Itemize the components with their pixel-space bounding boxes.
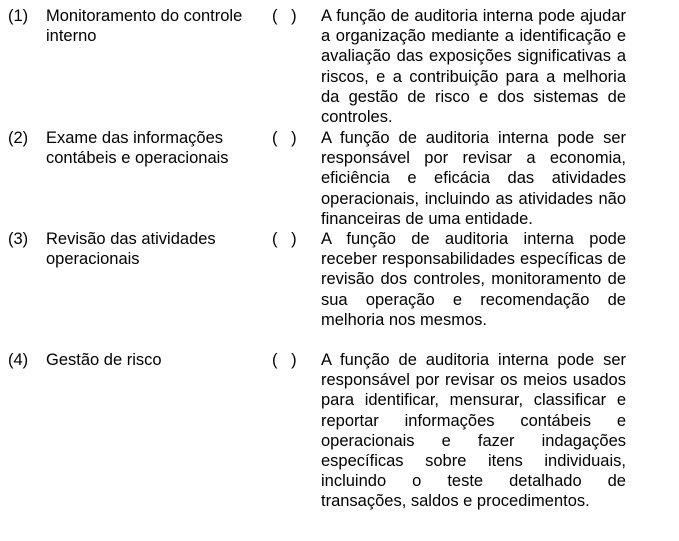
answer-blank: ( ) <box>272 7 297 25</box>
item-description: A função de auditoria interna pode ajudar a organização mediante a identificação e avaliação das exposições significativas a riscos, e a contribuição para a melhoria da gestão de risco e dos sistemas de controles. <box>321 7 626 127</box>
item-description: A função de auditoria interna pode ser responsável por revisar a economia, eficiência e eficácia das atividades operacionais, incluindo as atividades não financeiras de uma entidade. <box>321 129 626 228</box>
item-number: (4) <box>8 351 29 369</box>
answer-blank: ( ) <box>272 129 297 147</box>
item-label: Gestão de risco <box>46 351 162 369</box>
item-description: A função de auditoria interna pode receber responsabilidades específicas de revisão dos controles, monitoramento de sua operação e recomendação de melhoria nos mesmos. <box>321 230 626 329</box>
item-label: Exame das informações contábeis e operacionais <box>46 129 229 168</box>
answer-blank: ( ) <box>272 230 297 248</box>
item-number: (2) <box>8 129 29 147</box>
answer-blank: ( ) <box>272 351 297 369</box>
item-description: A função de auditoria interna pode ser responsável por revisar os meios usados para identificar, mensurar, classificar e reportar informações contábeis e operacionais e fazer indagações específicas sobre itens individuais, incluindo o teste detalhado de transações, saldos e procedimentos. <box>321 351 626 511</box>
item-number: (3) <box>8 230 29 248</box>
item-label: Monitoramento do controle interno <box>46 7 243 46</box>
item-number: (1) <box>8 7 29 25</box>
item-label: Revisão das atividades operacionais <box>46 230 216 269</box>
